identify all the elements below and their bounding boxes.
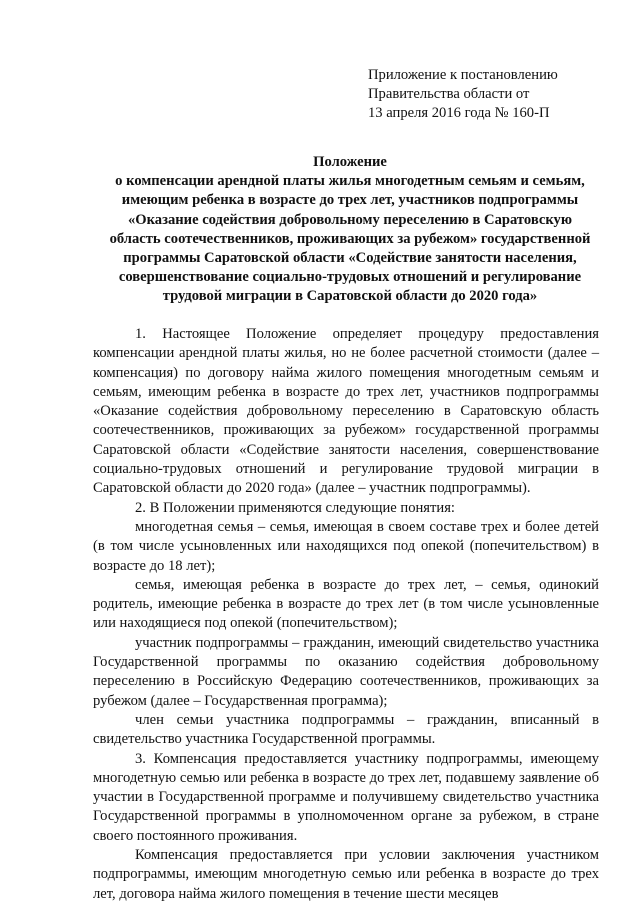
paragraph-compensation-condition: Компенсация предоставляется при условии заключения участником подпрограммы, имеющим многодетную семью или ребенка в возрасте до трех лет, договора найма жилого помещения в течение шести месяцев xyxy=(93,847,599,902)
title-heading: Положение xyxy=(313,154,387,170)
title-line: о компенсации арендной платы жилья многодетным семьям и семьям, xyxy=(115,173,585,190)
document-body xyxy=(93,325,599,904)
appendix-line: Приложение к постановлению xyxy=(368,67,558,83)
definition-participant: участник подпрограммы – гражданин, имеющий свидетельство участника Государственной программы по оказанию содействия добровольному переселению в Российскую Федерацию соотечественников, проживающих за рубежом (далее – Государственная программа); xyxy=(93,634,599,709)
title-line: совершенствование социально-трудовых отношений и регулирование xyxy=(118,269,582,286)
title-line: «Оказание содействия добровольному переселению в Саратовскую xyxy=(127,211,573,228)
definition-family-member: член семьи участника подпрограммы – гражданин, вписанный в свидетельство участника Государственной программы. xyxy=(93,711,599,748)
appendix-line: Правительства области от xyxy=(368,86,530,102)
appendix-line: 13 апреля 2016 года № 160-П xyxy=(368,105,550,121)
definition-large-family: многодетная семья – семья, имеющая в своем составе трех и более детей (в том числе усыновленных или находящихся под опекой (попечительством) в возрасте до 18 лет); xyxy=(93,518,599,574)
paragraph-3: 3. Компенсация предоставляется участнику подпрограммы, имеющему многодетную семью или ребенка в возрасте до трех лет, подавшему заявление об участии в Государственной программе и получившему свидетельство участника Государственной программы в уполномоченном органе за рубежом, в стране своего постоянного проживания. xyxy=(93,750,599,844)
document-title xyxy=(96,153,604,307)
title-line: трудовой миграции в Саратовской области до 2020 года» xyxy=(162,288,538,305)
title-line: имеющим ребенка в возрасте до трех лет, участников подпрограммы xyxy=(121,192,579,209)
title-line: область соотечественников, проживающих за рубежом» государственной xyxy=(109,230,591,247)
appendix-header xyxy=(368,66,558,123)
title-line: программы Саратовской области «Содействие занятости населения, xyxy=(123,250,577,267)
definition-family-with-infant: семья, имеющая ребенка в возрасте до трех лет, – семья, одинокий родитель, имеющие ребенка в возрасте до трех лет (в том числе усыновленные или находящиеся под опекой (попечительством); xyxy=(93,576,599,632)
paragraph-2: 2. В Положении применяются следующие понятия: xyxy=(135,499,455,516)
paragraph-1: 1. Настоящее Положение определяет процедуру предоставления компенсации арендной платы жилья, но не более расчетной стоимости (далее – компенсация) по договору найма жилого помещения многодетным семьям и семьям, имеющим ребенка в возрасте до трех лет, участников подпрограммы «Оказание содействия добровольному переселению в Саратовскую область соотечественников, проживающих за рубежом» государственной программы Саратовской области «Содействие занятости населения, совершенствование социально-трудовых отношений и регулирование трудовой миграции в Саратовской области до 2020 года» (далее – участник подпрограммы). xyxy=(93,326,599,497)
